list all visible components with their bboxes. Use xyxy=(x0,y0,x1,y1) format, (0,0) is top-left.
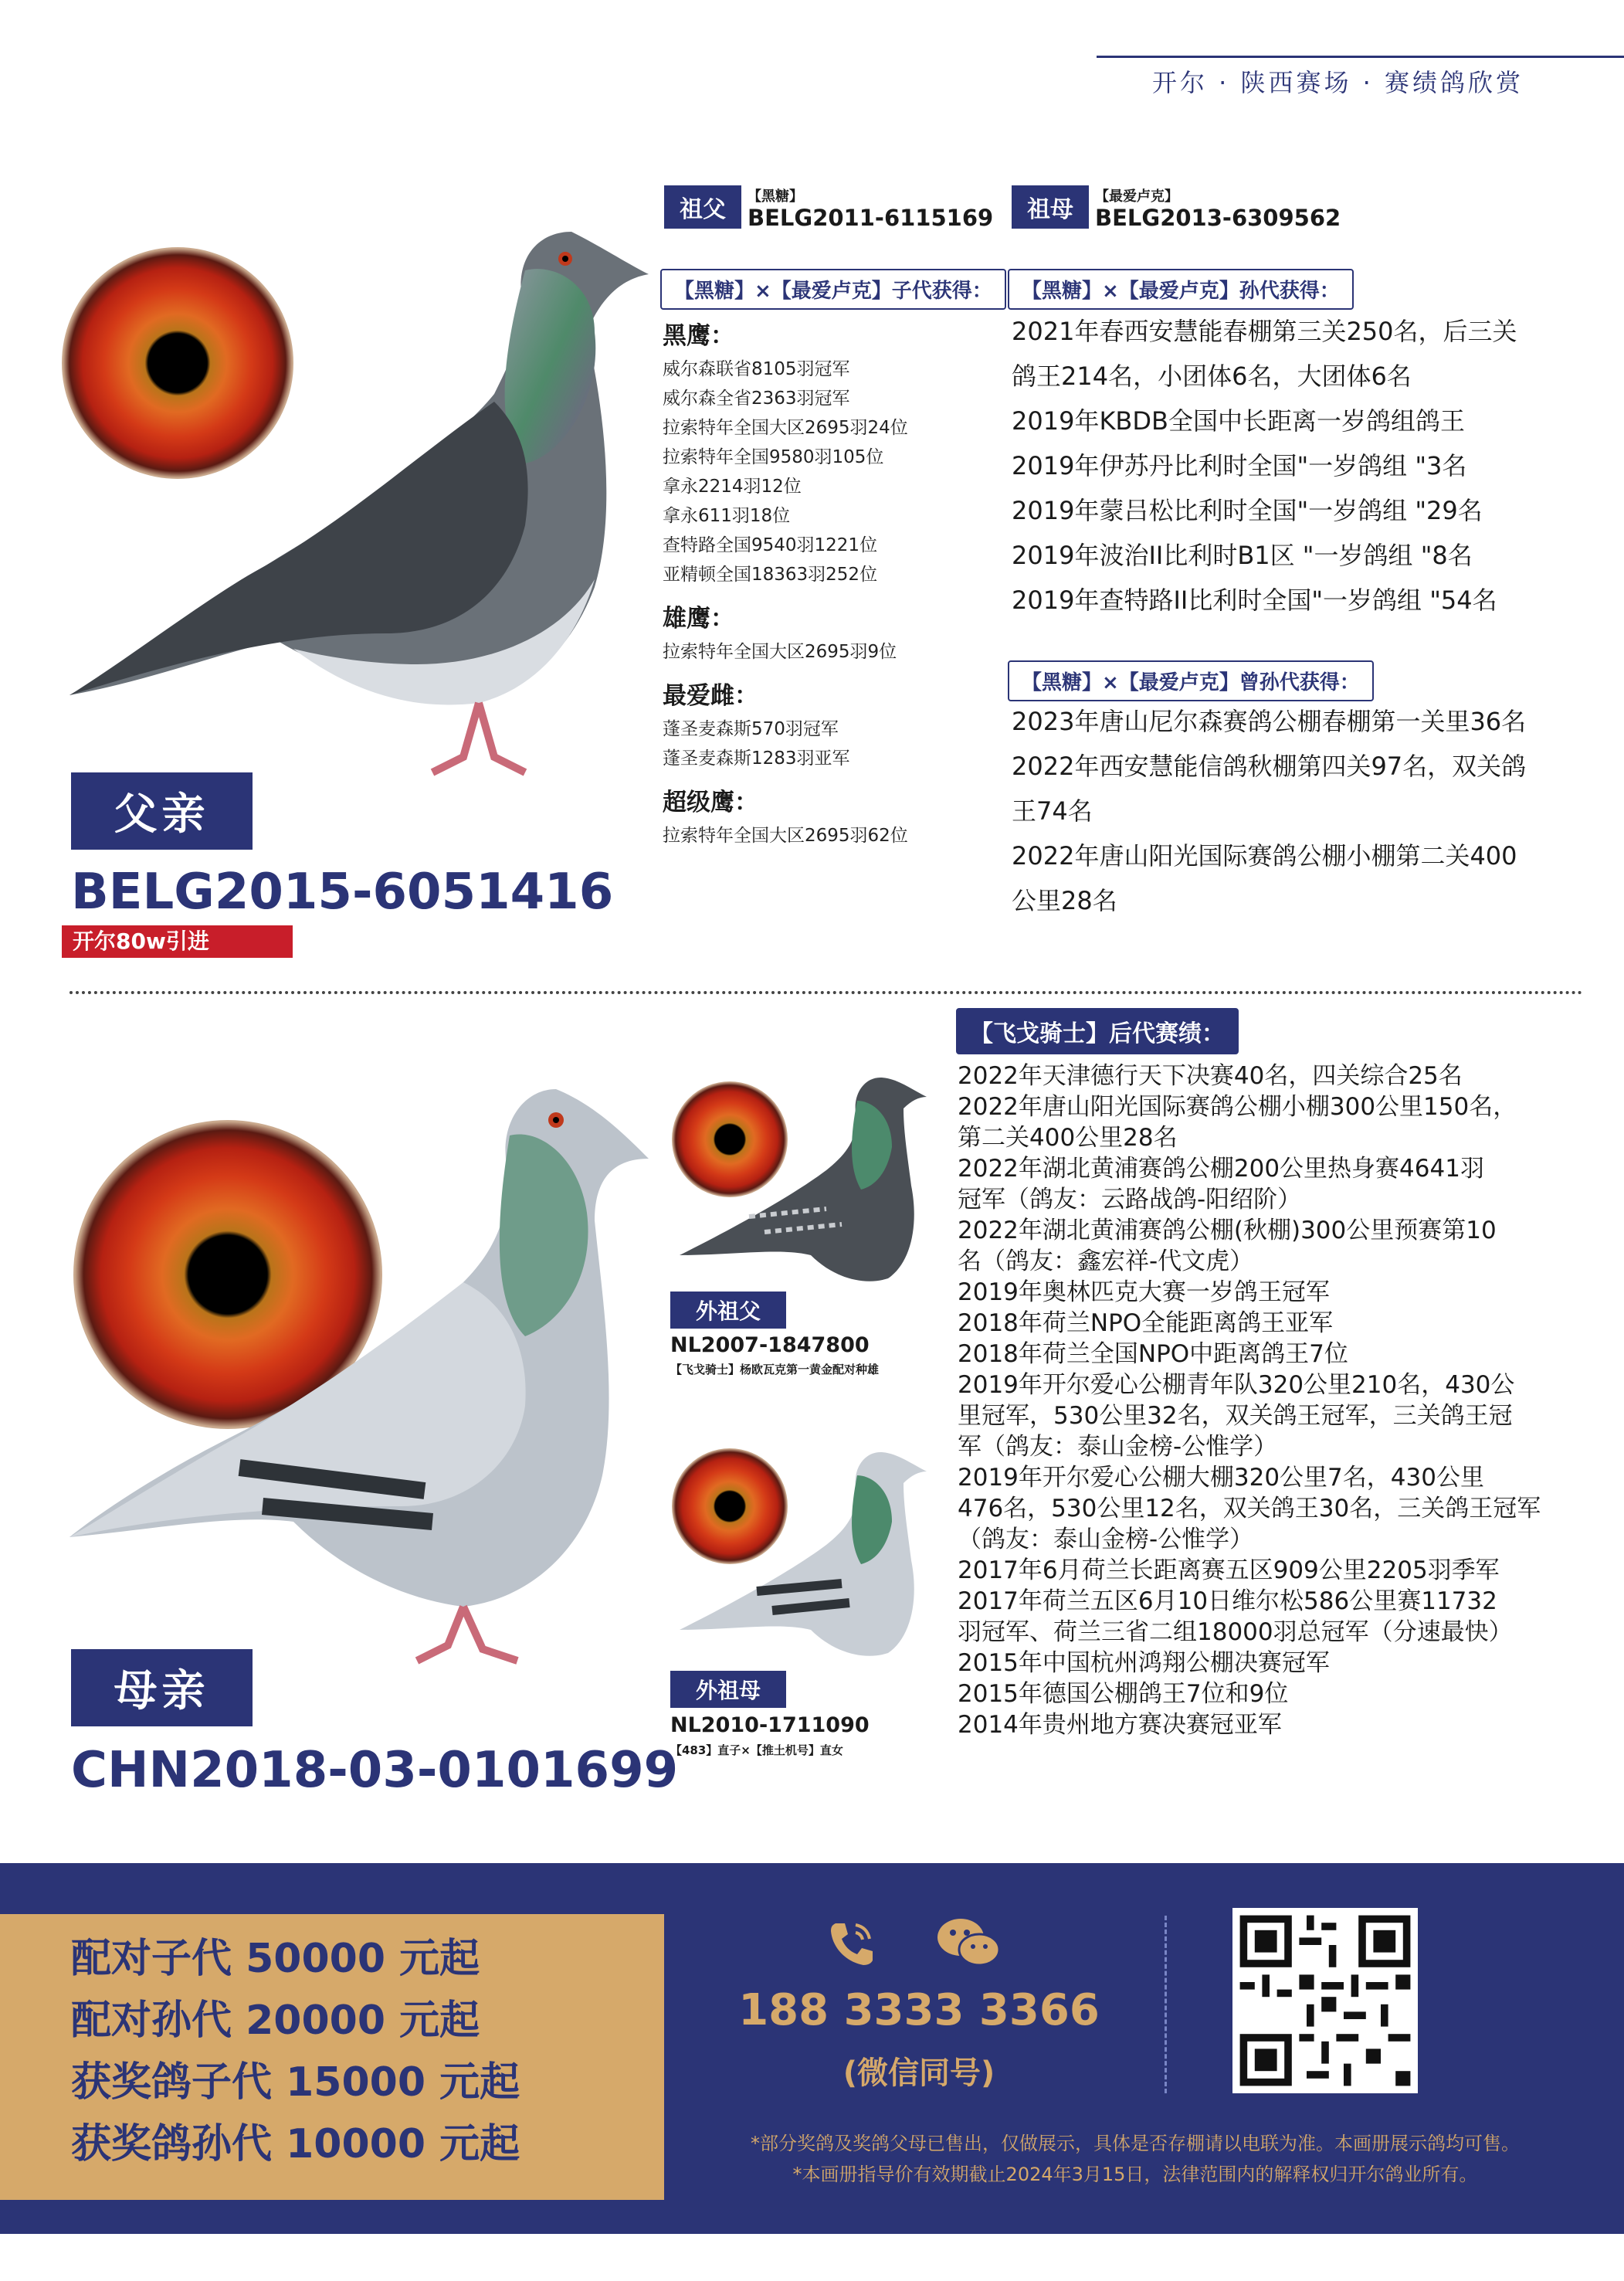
footer-note: *部分奖鸽及奖鸽父母已售出，仅做展示，具体是否存棚请以电联为准。本画册展示鸽均可售。 xyxy=(751,2133,1520,2154)
maternal-grandmother-note: 【483】直子×【推土机号】直女 xyxy=(670,1743,843,1757)
grandchild-result: 2019年查特路II比利时全国"一岁鸽组 "54名 xyxy=(1012,586,1497,615)
offspring-result: 名（鸽友：鑫宏祥-代文虎） xyxy=(958,1247,1254,1275)
grandchild-result: 2019年伊苏丹比利时全国"一岁鸽组 "3名 xyxy=(1012,451,1467,480)
child-result: 拉索特年全国9580羽105位 xyxy=(663,447,884,467)
header-rule xyxy=(1097,56,1624,58)
father-origin-tag: 开尔80w引进 xyxy=(62,925,293,958)
grandchild-result: 2019年蒙吕松比利时全国"一岁鸽组 "29名 xyxy=(1012,496,1483,525)
maternal-grandfather-label: 外祖父 xyxy=(670,1292,786,1329)
price-item: 配对子代 50000 元起 xyxy=(71,1936,480,1982)
greatgrand-list xyxy=(1012,699,1599,923)
father-label: 父亲 xyxy=(71,772,253,850)
offspring-result: 2022年湖北黄浦赛鸽公棚(秋棚)300公里预赛第10 xyxy=(958,1217,1497,1244)
phone-icon xyxy=(825,1916,879,1970)
price-panel xyxy=(0,1914,664,2200)
offspring-result: 2018年荷兰NPO全能距离鸽王亚军 xyxy=(958,1309,1334,1337)
section-divider xyxy=(70,991,1583,994)
grandmother-name: 【最爱卢克】 xyxy=(1095,188,1178,205)
mother-ring-number: CHN2018-03-0101699 xyxy=(71,1742,679,1799)
child-result: 查特路全国9540羽1221位 xyxy=(663,535,878,555)
grandchildren-list xyxy=(1012,309,1599,623)
mother-pigeon-photo xyxy=(62,1074,664,1692)
child-result: 威尔森联省8105羽冠军 xyxy=(663,359,850,379)
price-item: 配对孙代 20000 元起 xyxy=(71,1998,480,2044)
grandfather-label: 祖父 xyxy=(664,185,741,229)
father-pigeon-photo xyxy=(62,201,664,811)
offspring-result: 2022年湖北黄浦赛鸽公棚200公里热身赛4641羽 xyxy=(958,1155,1484,1183)
greatgrand-result: 2022年西安慧能信鸽秋棚第四关97名，双关鸽 xyxy=(1012,752,1527,781)
father-ring-number: BELG2015-6051416 xyxy=(71,864,614,921)
offspring-result: 第二关400公里28名 xyxy=(958,1124,1178,1152)
offspring-result: 2022年唐山阳光国际赛鸽公棚小棚300公里150名， xyxy=(958,1093,1517,1121)
phone-number: 188 3333 3366 xyxy=(738,1985,1100,2035)
offspring-result: （鸽友：泰山金榜-公惟学） xyxy=(958,1526,1254,1553)
offspring-result: 2022年天津德行天下决赛40名，四关综合25名 xyxy=(958,1062,1463,1090)
maternal-grandmother-ring: NL2010-1711090 xyxy=(670,1713,870,1737)
child-result: 拉索特年全国大区2695羽24位 xyxy=(663,418,908,438)
bottom-margin xyxy=(0,2234,1624,2281)
greatgrand-result: 2022年唐山阳光国际赛鸽公棚小棚第二关400 xyxy=(1012,841,1517,871)
header-title: 开尔 · 陕西赛场 · 赛绩鸽欣赏 xyxy=(1151,68,1524,97)
maternal-grandfather-pigeon-photo xyxy=(672,1070,927,1325)
offspring-result: 2014年贵州地方赛决赛冠亚军 xyxy=(958,1711,1282,1739)
grandmother-ring: BELG2013-6309562 xyxy=(1095,205,1341,231)
footer-divider xyxy=(1165,1916,1167,2093)
child-result: 拉索特年全国大区2695羽62位 xyxy=(663,826,908,846)
offspring-result: 2015年中国杭州鸿翔公棚决赛冠军 xyxy=(958,1649,1330,1677)
greatgrand-result: 2023年唐山尼尔森赛鸽公棚春棚第一关里36名 xyxy=(1012,707,1527,736)
offspring-result: 羽冠军、荷兰三省二组18000羽总冠军（分速最快） xyxy=(958,1618,1513,1646)
offspring-result: 2019年开尔爱心公棚大棚320公里7名，430公里 xyxy=(958,1464,1484,1492)
child-name: 黑鹰： xyxy=(663,322,734,350)
child-name: 最爱雌： xyxy=(663,682,758,710)
wechat-icon xyxy=(934,1916,1004,1970)
maternal-grandmother-pigeon-photo xyxy=(672,1444,927,1699)
maternal-grandfather-ring: NL2007-1847800 xyxy=(670,1333,870,1357)
grandchild-result: 2019年KBDB全国中长距离一岁鸽组鸽王 xyxy=(1012,406,1465,436)
children-title: 【黑糖】×【最爱卢克】子代获得： xyxy=(660,269,1006,310)
child-name: 超级鹰： xyxy=(663,789,758,816)
greatgrand-result: 公里28名 xyxy=(1012,886,1117,915)
maternal-grandmother-label: 外祖母 xyxy=(670,1671,786,1708)
grandchild-result: 鸽王214名，小团体6名，大团体6名 xyxy=(1012,361,1412,391)
greatgrand-result: 王74名 xyxy=(1012,796,1093,826)
child-result: 拿永2214羽12位 xyxy=(663,477,802,497)
grandchild-result: 2021年春西安慧能春棚第三关250名，后三关 xyxy=(1012,317,1517,346)
offspring-result: 2018年荷兰全国NPO中距离鸽王7位 xyxy=(958,1340,1348,1368)
child-result: 拉索特年全国大区2695羽9位 xyxy=(663,642,897,662)
grandfather-name: 【黑糖】 xyxy=(748,188,803,205)
child-result: 蓬圣麦森斯570羽冠军 xyxy=(663,719,839,739)
wechat-note: (微信同号) xyxy=(843,2055,995,2091)
footer-note: *本画册指导价有效期截止2024年3月15日，法律范围内的解释权归开尔鸽业所有。 xyxy=(792,2164,1478,2185)
mother-label: 母亲 xyxy=(71,1649,253,1726)
offspring-result: 2017年6月荷兰长距离赛五区909公里2205羽季军 xyxy=(958,1556,1500,1584)
offspring-result: 里冠军，530公里32名，双关鸽王冠军，三关鸽王冠 xyxy=(958,1402,1513,1430)
child-result: 威尔森全省2363羽冠军 xyxy=(663,389,850,409)
offspring-title: 【飞戈骑士】后代赛绩： xyxy=(956,1008,1239,1054)
offspring-result: 军（鸽友：泰山金榜-公惟学） xyxy=(958,1433,1278,1461)
child-name: 雄鹰： xyxy=(663,605,734,633)
greatgrand-title: 【黑糖】×【最爱卢克】曾孙代获得： xyxy=(1008,660,1374,701)
children-list xyxy=(663,313,987,850)
price-item: 获奖鸽子代 15000 元起 xyxy=(71,2059,520,2106)
price-item: 获奖鸽孙代 10000 元起 xyxy=(71,2121,520,2167)
offspring-result: 2015年德国公棚鸽王7位和9位 xyxy=(958,1680,1289,1708)
child-result: 蓬圣麦森斯1283羽亚军 xyxy=(663,748,850,769)
offspring-result: 2019年奥林匹克大赛一岁鸽王冠军 xyxy=(958,1278,1330,1306)
maternal-grandfather-note: 【飞戈骑士】杨欧瓦克第一黄金配对种雄 xyxy=(670,1363,880,1376)
grandfather-ring: BELG2011-6115169 xyxy=(748,205,994,231)
grandchild-result: 2019年波治II比利时B1区 "一岁鸽组 "8名 xyxy=(1012,541,1473,570)
offspring-result: 476名，530公里12名，双关鸽王30名，三关鸽王冠军 xyxy=(958,1495,1541,1522)
child-result: 拿永611羽18位 xyxy=(663,506,791,526)
grandchildren-title: 【黑糖】×【最爱卢克】孙代获得： xyxy=(1008,269,1354,310)
offspring-list xyxy=(958,1061,1599,1740)
qr-code[interactable] xyxy=(1232,1908,1418,2093)
offspring-result: 2019年开尔爱心公棚青年队320公里210名，430公 xyxy=(958,1371,1515,1399)
child-result: 亚精顿全国18363羽252位 xyxy=(663,565,878,585)
grandmother-label: 祖母 xyxy=(1012,185,1089,229)
offspring-result: 冠军（鸽友：云路战鸽-阳绍阶） xyxy=(958,1186,1302,1213)
offspring-result: 2017年荷兰五区6月10日维尔松586公里赛11732 xyxy=(958,1587,1497,1615)
